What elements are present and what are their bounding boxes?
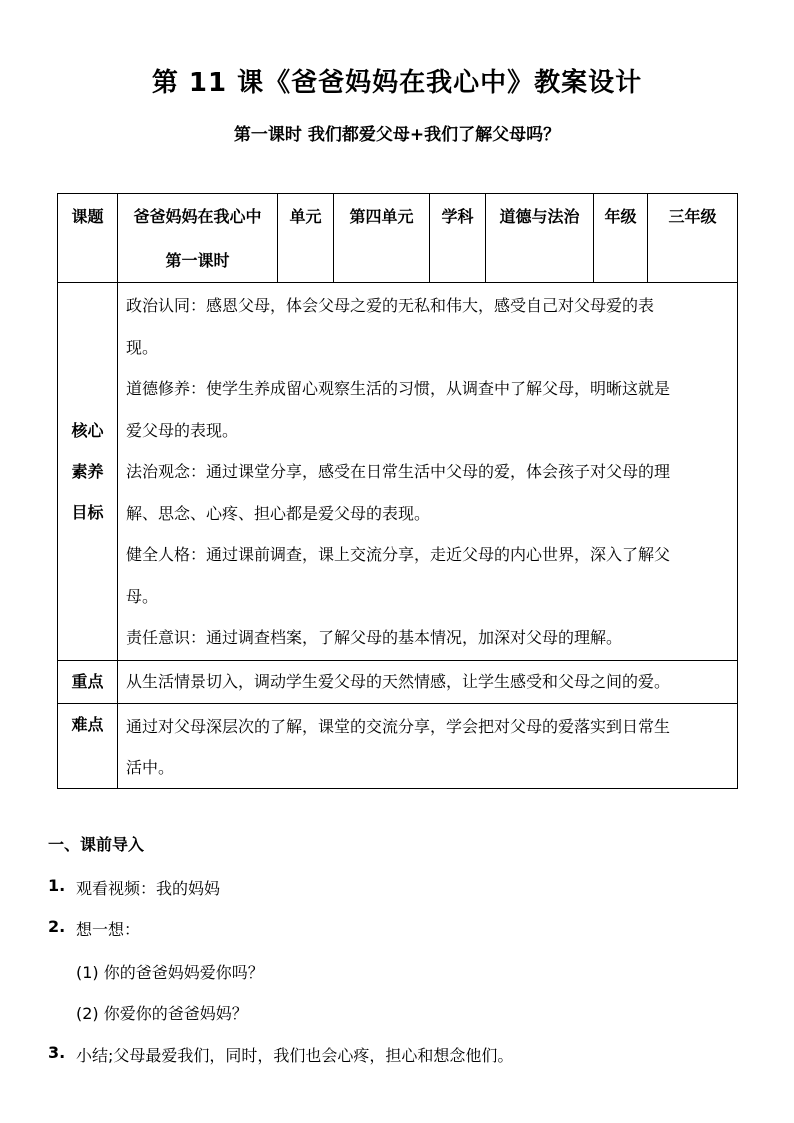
difficulty-label: 难点 <box>58 704 118 789</box>
core-goal-line: 现。 <box>126 337 159 357</box>
lesson-value-line-1: 爸爸妈妈在我心中 <box>133 207 262 226</box>
sub-question: (2) 你爱你的爸爸妈妈？ <box>76 1004 248 1023</box>
section-heading: 一、课前导入 <box>48 835 145 854</box>
subject-label-cell <box>430 194 486 283</box>
core-goal-line: 母。 <box>126 586 159 606</box>
core-goal-line: 健全人格：通过课前调查，课上交流分享，走近父母的内心世界，深入了解父 <box>126 545 671 564</box>
difficulty-text-line-1: 通过对父母深层次的了解，课堂的交流分享，学会把对父母的爱落实到日常生 <box>126 717 671 736</box>
core-goals-content-cell <box>118 283 738 661</box>
difficulty-content-cell <box>118 704 738 789</box>
grade-value-cell <box>648 194 738 283</box>
core-goals-label-line-2: 素养 <box>71 462 104 481</box>
list-item-text: 想一想： <box>76 920 141 939</box>
core-goals-label-cell <box>58 283 118 661</box>
subject-value-cell <box>486 194 594 283</box>
core-goal-line: 道德修养：使学生养成留心观察生活的习惯，从调查中了解父母，明晰这就是 <box>126 379 671 398</box>
lesson-label-cell <box>58 194 118 283</box>
list-item-text: 观看视频：我的妈妈 <box>76 879 221 898</box>
core-goals-label-line-1: 核心 <box>71 421 104 440</box>
core-goal-line: 责任意识：通过调查档案，了解父母的基本情况，加深对父母的理解。 <box>126 628 623 647</box>
key-point-text: 从生活情景切入，调动学生爱父母的天然情感，让学生感受和父母之间的爱。 <box>118 661 738 704</box>
subject-label: 学科 <box>441 207 474 226</box>
grade-value: 三年级 <box>668 207 717 226</box>
sub-question: (1) 你的爸爸妈妈爱你吗？ <box>76 963 264 982</box>
list-item-text: 小结;父母最爱我们，同时，我们也会心疼，担心和想念他们。 <box>76 1046 514 1065</box>
list-item-number: 2. <box>48 917 66 936</box>
table-header-row <box>58 194 738 283</box>
unit-value-cell <box>334 194 430 283</box>
core-goals-row <box>58 283 738 661</box>
lesson-value-cell <box>118 194 278 283</box>
core-goal-line: 政治认同：感恩父母，体会父母之爱的无私和伟大，感受自己对父母爱的表 <box>126 296 655 315</box>
list-item-number: 3. <box>48 1043 66 1062</box>
core-goal-line: 法治观念：通过课堂分享，感受在日常生活中父母的爱，体会孩子对父母的理 <box>126 462 671 481</box>
key-point-row <box>58 661 738 704</box>
key-point-label: 重点 <box>58 661 118 704</box>
difficulty-row <box>58 704 738 789</box>
core-goal-line: 解、思念、心疼、担心都是爱父母的表现。 <box>126 503 431 523</box>
document-subtitle: 第一课时 我们都爱父母+我们了解父母吗？ <box>233 125 561 145</box>
core-goal-line: 爱父母的表现。 <box>126 420 239 440</box>
lesson-value-line-2: 第一课时 <box>165 251 230 270</box>
core-goals-label-line-3: 目标 <box>71 503 104 522</box>
grade-label: 年级 <box>604 207 637 226</box>
unit-label-cell <box>278 194 334 283</box>
lesson-plan-table <box>57 193 738 789</box>
unit-value: 第四单元 <box>349 207 414 226</box>
unit-label: 单元 <box>289 207 322 226</box>
subject-value: 道德与法治 <box>499 207 580 226</box>
document-title: 第 11 课《爸爸妈妈在我心中》教案设计 <box>151 68 643 98</box>
grade-label-cell <box>594 194 648 283</box>
list-item-number: 1. <box>48 876 66 895</box>
difficulty-text-line-2: 活中。 <box>126 758 175 777</box>
lesson-label: 课题 <box>71 207 104 226</box>
